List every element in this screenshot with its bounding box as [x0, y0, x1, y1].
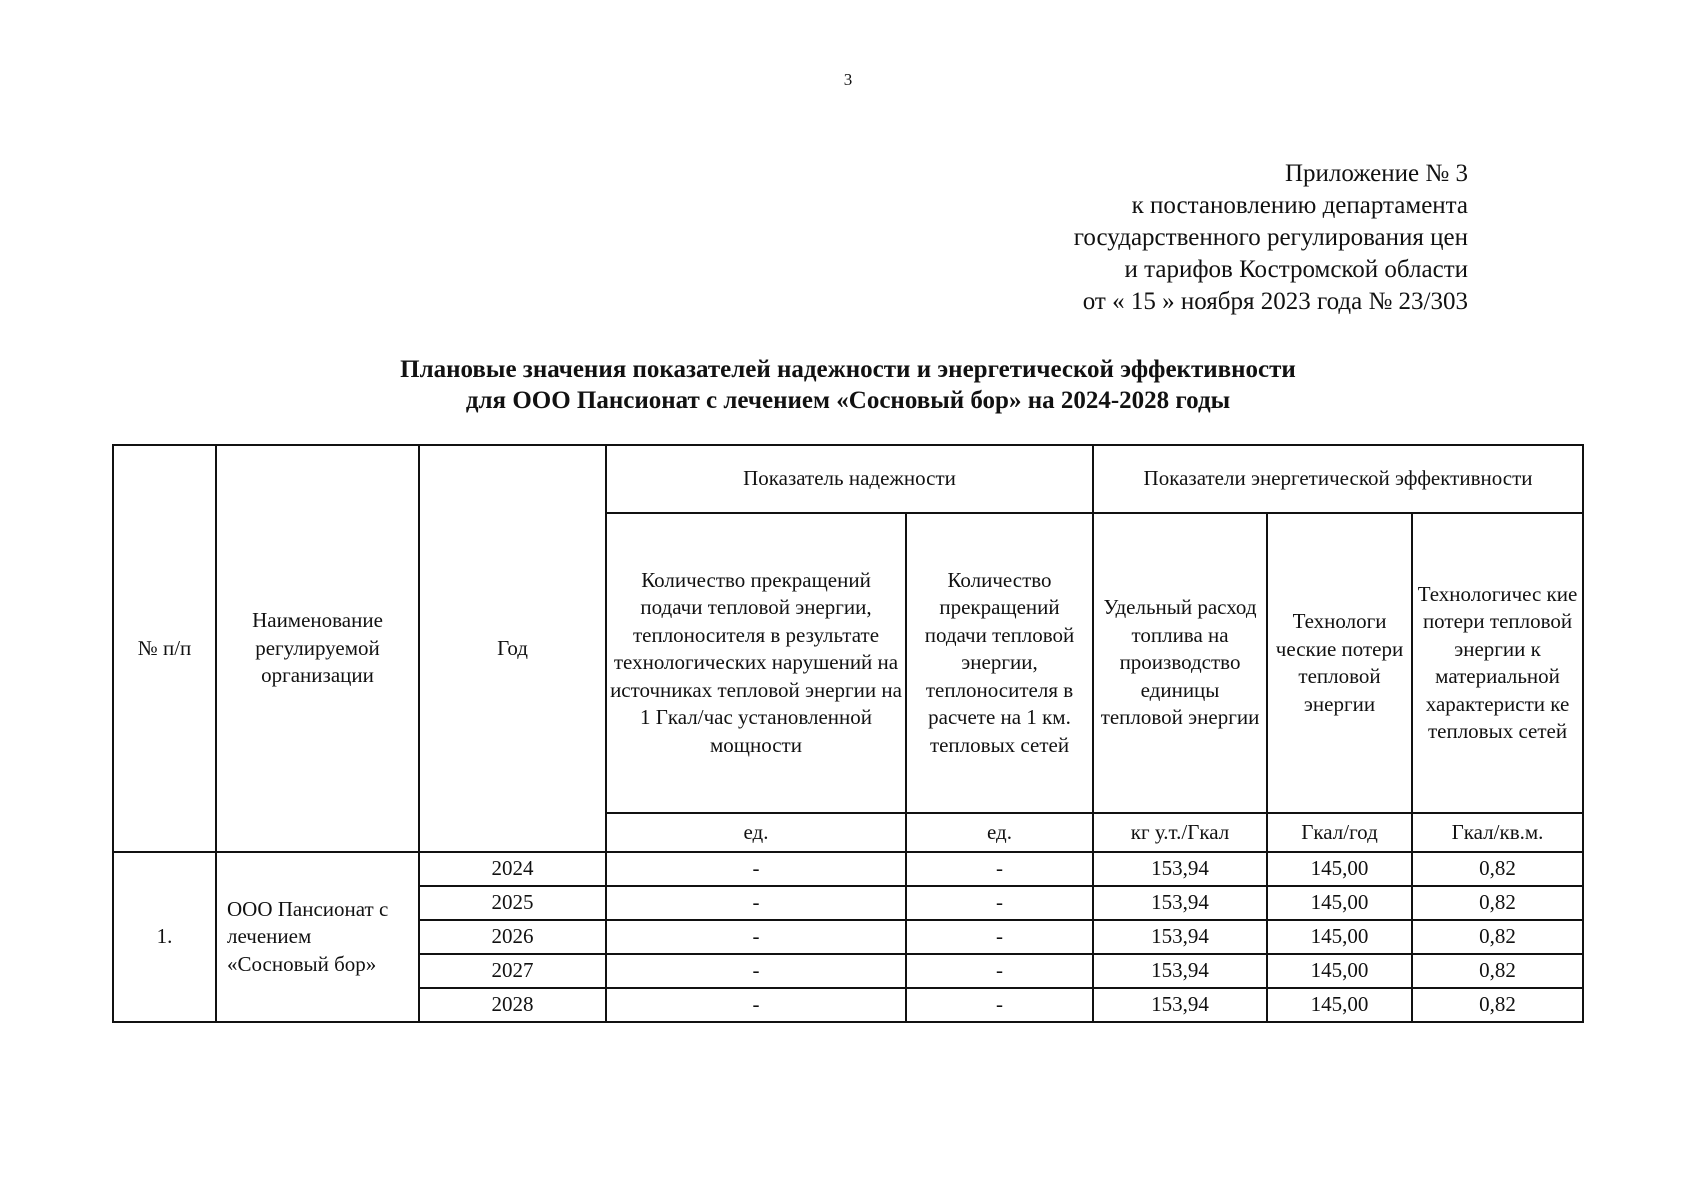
cell-value: 153,94	[1093, 852, 1267, 886]
entry-num: 1.	[113, 852, 216, 1022]
cell-value: 0,82	[1412, 886, 1583, 920]
cell-value: 153,94	[1093, 920, 1267, 954]
unit-col-4: Гкал/год	[1267, 813, 1412, 852]
cell-value: -	[906, 920, 1093, 954]
page-number: 3	[843, 70, 853, 89]
unit-col-3: кг у.т./Гкал	[1093, 813, 1267, 852]
header-num: № п/п	[113, 445, 216, 852]
header-col-outages-network: Количество прекращений подачи тепловой энергии, теплоносителя в расчете на 1 км. тепловых сетей	[906, 513, 1093, 813]
cell-year: 2025	[419, 886, 606, 920]
title-line-1: Плановые значения показателей надежности и энергетической эффективности	[400, 356, 1296, 383]
header-group-efficiency: Показатели энергетической эффективности	[1093, 445, 1583, 513]
document-title	[0, 354, 1696, 416]
cell-value: -	[906, 852, 1093, 886]
appendix-line-region: и тарифов Костромской области	[1124, 256, 1468, 283]
cell-value: -	[606, 886, 906, 920]
cell-value: 145,00	[1267, 954, 1412, 988]
header-year: Год	[419, 445, 606, 852]
cell-value: -	[906, 988, 1093, 1022]
cell-value: 0,82	[1412, 954, 1583, 988]
appendix-line-date-number: от « 15 » ноября 2023 года № 23/303	[1082, 288, 1468, 315]
cell-value: -	[906, 886, 1093, 920]
cell-value: 153,94	[1093, 988, 1267, 1022]
cell-value: -	[606, 954, 906, 988]
table-row	[113, 852, 1583, 886]
appendix-line-resolution: к постановлению департамента	[1131, 192, 1468, 219]
header-col-losses-ratio: Технологичес кие потери тепловой энергии к материальной характеристи ке тепловых сетей	[1412, 513, 1583, 813]
header-col-heat-losses: Технологи ческие потери тепловой энергии	[1267, 513, 1412, 813]
appendix-line-title: Приложение № 3	[1284, 160, 1468, 187]
appendix-line-regulation: государственного регулирования цен	[1073, 224, 1468, 251]
indicators-table	[112, 444, 1584, 1023]
cell-value: -	[606, 852, 906, 886]
cell-value: 0,82	[1412, 988, 1583, 1022]
header-col-fuel-rate: Удельный расход топлива на производство единицы тепловой энергии	[1093, 513, 1267, 813]
cell-value: 153,94	[1093, 954, 1267, 988]
cell-value: -	[906, 954, 1093, 988]
cell-year: 2027	[419, 954, 606, 988]
entry-org: ООО Пансионат с лечением «Сосновый бор»	[216, 852, 419, 1022]
cell-value: 145,00	[1267, 988, 1412, 1022]
cell-value: 0,82	[1412, 920, 1583, 954]
cell-value: -	[606, 920, 906, 954]
cell-value: -	[606, 988, 906, 1022]
header-group-reliability: Показатель надежности	[606, 445, 1093, 513]
cell-value: 145,00	[1267, 886, 1412, 920]
unit-col-1: ед.	[606, 813, 906, 852]
header-org: Наименование регулируемой организации	[216, 445, 419, 852]
appendix-block	[1074, 158, 1468, 318]
cell-value: 153,94	[1093, 886, 1267, 920]
title-line-2: для ООО Пансионат с лечением «Сосновый бор» на 2024-2028 годы	[465, 387, 1231, 414]
cell-year: 2024	[419, 852, 606, 886]
cell-value: 145,00	[1267, 852, 1412, 886]
unit-col-5: Гкал/кв.м.	[1412, 813, 1583, 852]
cell-value: 145,00	[1267, 920, 1412, 954]
header-col-outages-source: Количество прекращений подачи тепловой энергии, теплоносителя в результате технологических нарушений на источниках тепловой энергии на 1 Гкал/час установленной мощности	[606, 513, 906, 813]
cell-value: 0,82	[1412, 852, 1583, 886]
cell-year: 2028	[419, 988, 606, 1022]
cell-year: 2026	[419, 920, 606, 954]
unit-col-2: ед.	[906, 813, 1093, 852]
